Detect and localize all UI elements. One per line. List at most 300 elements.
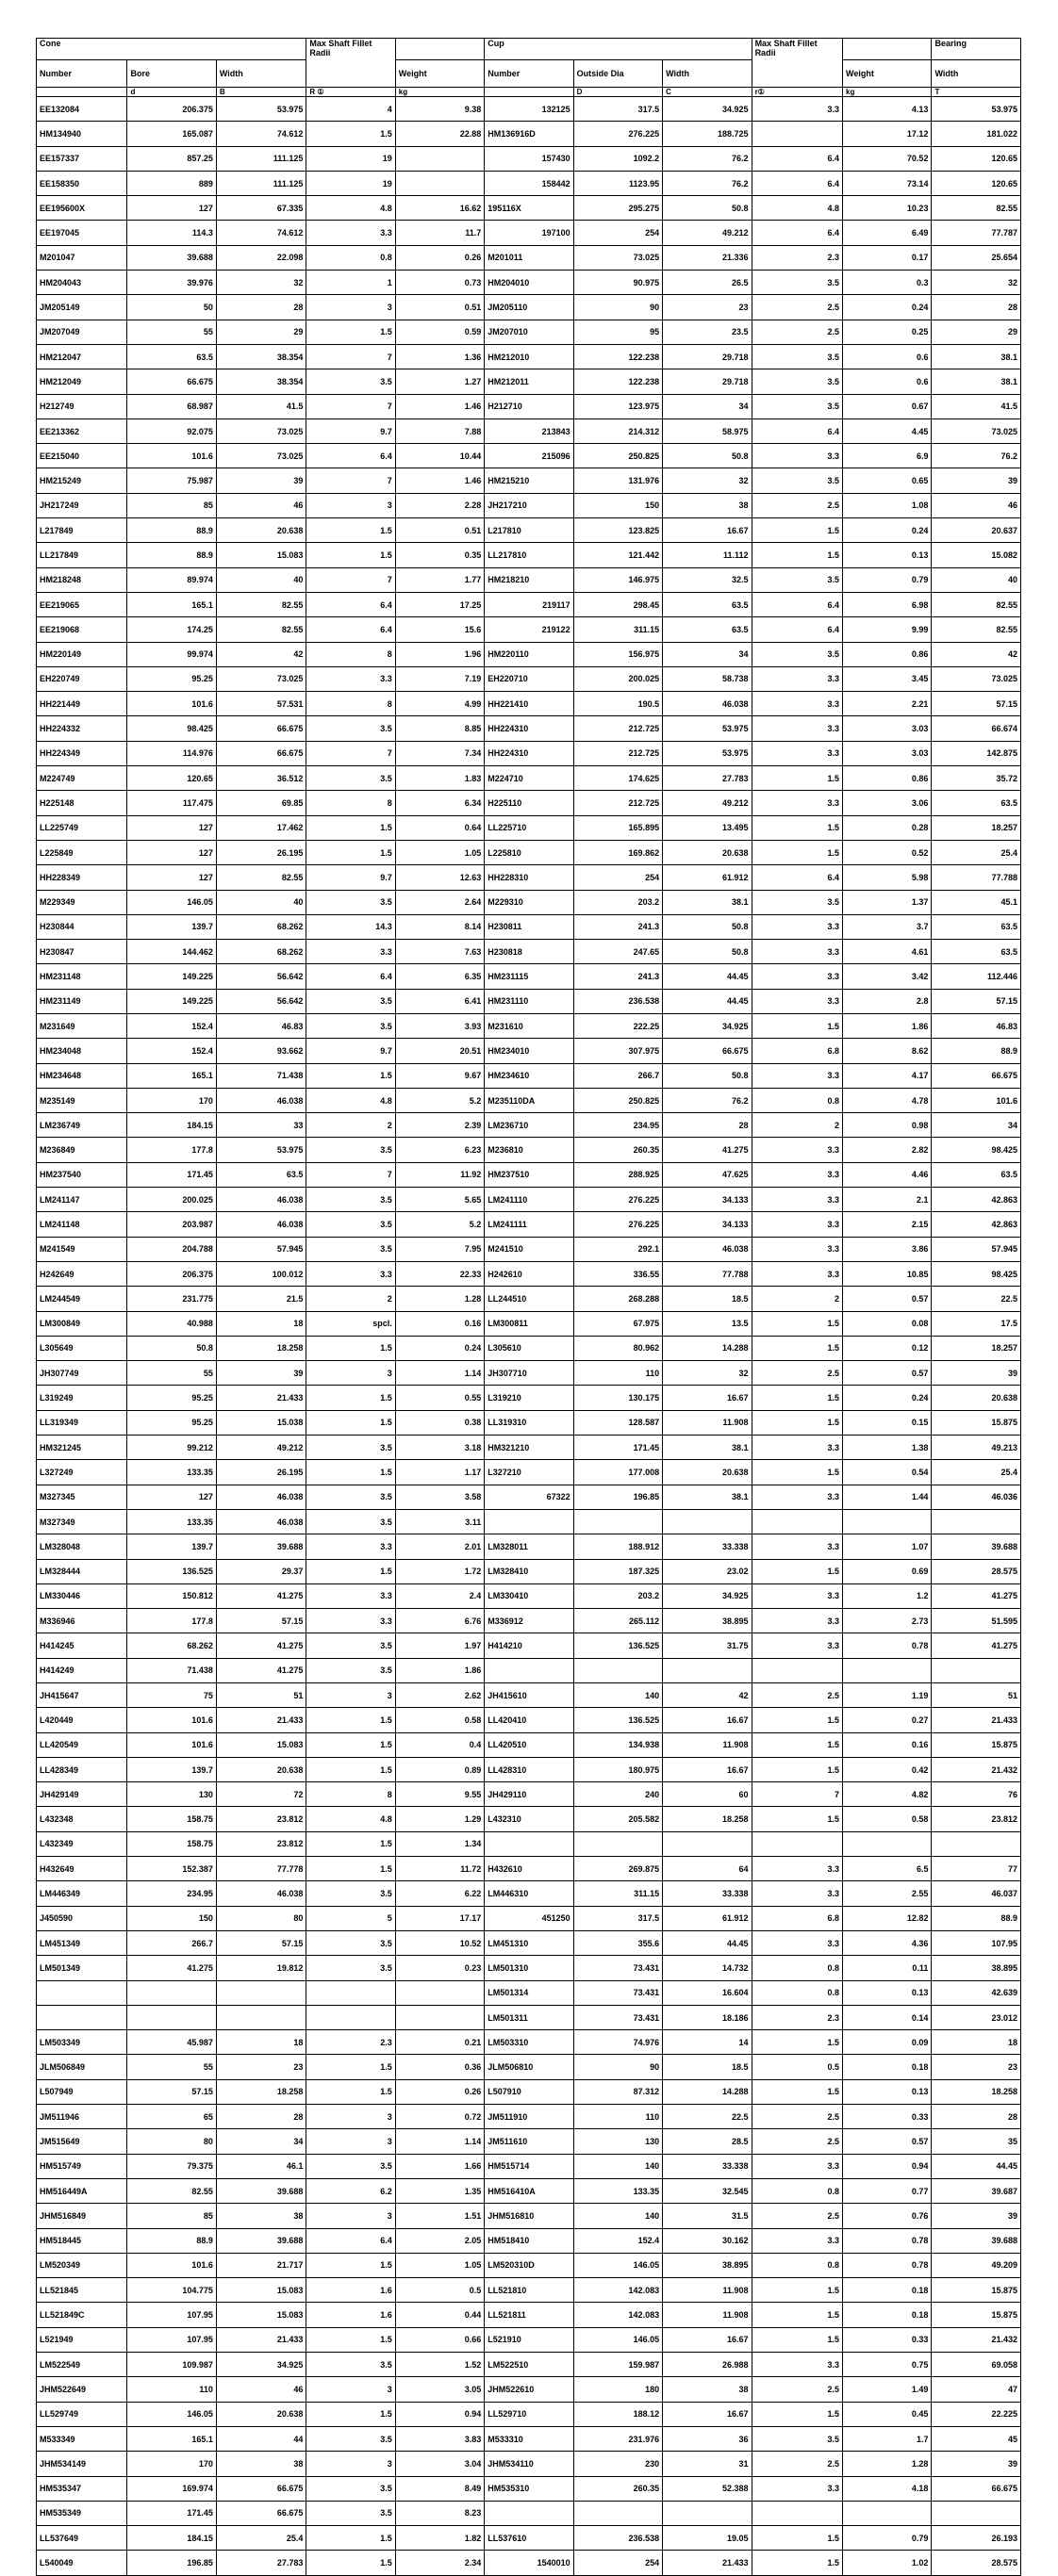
cone-width-cell: 40 <box>216 567 306 592</box>
cup-number-cell: L432310 <box>485 1807 573 1831</box>
cup-fillet-cell: 2 <box>752 1287 842 1311</box>
cup-weight-cell: 0.14 <box>843 2005 932 2029</box>
cone-fillet-cell: 3 <box>306 295 395 320</box>
cup-outside-dia-cell: 177.008 <box>573 1460 662 1485</box>
cone-bore-cell: 169.974 <box>127 2476 216 2501</box>
cone-weight-cell: 1.14 <box>395 1361 484 1386</box>
cone-number-cell: HM220149 <box>37 642 127 666</box>
cone-width-cell: 82.55 <box>216 617 306 642</box>
cone-fillet-cell: 3.5 <box>306 716 395 741</box>
cone-weight-cell: 6.22 <box>395 1881 484 1906</box>
cone-weight-cell: 1.46 <box>395 468 484 493</box>
cone-bore-cell: 45.987 <box>127 2030 216 2055</box>
cone-width-cell: 28 <box>216 295 306 320</box>
cone-weight-cell: 7.63 <box>395 940 484 964</box>
cup-outside-dia-cell: 265.112 <box>573 1609 662 1633</box>
cone-fillet-cell: 4.8 <box>306 196 395 221</box>
cup-number-header: Number <box>485 60 573 88</box>
cone-bore-cell: 146.05 <box>127 2402 216 2426</box>
cone-width-cell: 25.4 <box>216 2526 306 2551</box>
cup-fillet-cell: 1.5 <box>752 1559 842 1583</box>
cone-fillet-cell: 6.4 <box>306 2228 395 2253</box>
cup-fillet-cell: 6.4 <box>752 617 842 642</box>
cup-outside-dia-cell: 152.4 <box>573 2228 662 2253</box>
cup-weight-cell: 1.28 <box>843 2452 932 2476</box>
cone-number-cell: HM212047 <box>37 344 127 369</box>
cone-width-cell: 38 <box>216 2204 306 2228</box>
cup-fillet-cell: 1.5 <box>752 815 842 840</box>
cup-width-cell: 76.2 <box>663 1088 752 1112</box>
cone-fillet-cell: 4 <box>306 97 395 122</box>
cup-weight-cell: 0.57 <box>843 1361 932 1386</box>
cup-weight-cell: 0.09 <box>843 2030 932 2055</box>
table-row <box>37 1361 1021 1386</box>
bearing-width-cell: 42 <box>932 642 1021 666</box>
cup-fillet-cell: 3.3 <box>752 791 842 815</box>
cup-weight-cell: 1.38 <box>843 1436 932 1460</box>
cup-number-cell: H230818 <box>485 940 573 964</box>
cup-fillet-cell: 6.8 <box>752 1906 842 1930</box>
table-row <box>37 890 1021 914</box>
table-row <box>37 2105 1021 2129</box>
cone-number-cell: H230847 <box>37 940 127 964</box>
cone-number-cell: EE195600X <box>37 196 127 221</box>
table-row <box>37 518 1021 543</box>
bearing-table-container <box>36 38 1021 2568</box>
cup-width-cell: 34 <box>663 642 752 666</box>
cup-width-cell: 58.738 <box>663 666 752 691</box>
bearing-width-cell: 46 <box>932 493 1021 517</box>
cup-width-cell: 61.912 <box>663 1906 752 1930</box>
cone-number-cell: L507949 <box>37 2079 127 2104</box>
cup-number-cell: L507910 <box>485 2079 573 2104</box>
cone-width-cell: 46.038 <box>216 1088 306 1112</box>
table-row <box>37 2402 1021 2426</box>
cone-bore-cell: 139.7 <box>127 1757 216 1781</box>
cone-bore-cell: 234.95 <box>127 1881 216 1906</box>
cone-weight-cell <box>395 171 484 195</box>
cup-number-cell: JM205110 <box>485 295 573 320</box>
cup-number-cell: LM241111 <box>485 1212 573 1237</box>
cone-width-cell: 82.55 <box>216 592 306 616</box>
cup-weight-cell: 0.79 <box>843 567 932 592</box>
cup-fillet-cell: 1.5 <box>752 2526 842 2551</box>
cone-fillet-cell: 1.6 <box>306 2303 395 2327</box>
cone-fillet-cell: 1.5 <box>306 1831 395 1856</box>
cone-weight-cell: 7.19 <box>395 666 484 691</box>
cone-number-cell <box>37 1980 127 2005</box>
table-row <box>37 97 1021 122</box>
cup-number-cell: HM204010 <box>485 271 573 295</box>
cone-number-cell: J450590 <box>37 1906 127 1930</box>
cup-number-cell: HM212010 <box>485 344 573 369</box>
cone-fillet-cell: 6.2 <box>306 2178 395 2203</box>
cone-bore-symbol: d <box>127 88 216 97</box>
table-row <box>37 221 1021 245</box>
table-row <box>37 493 1021 517</box>
table-row <box>37 865 1021 890</box>
cone-fillet-cell: 1.5 <box>306 1336 395 1360</box>
cup-number-cell: HM231115 <box>485 964 573 989</box>
cone-fillet-cell: 3.3 <box>306 221 395 245</box>
cone-bore-cell: 170 <box>127 2452 216 2476</box>
cup-width-cell: 38.1 <box>663 1436 752 1460</box>
cup-weight-cell: 10.85 <box>843 1261 932 1286</box>
cup-fillet-cell: 2.5 <box>752 2105 842 2129</box>
cone-number-cell: HM215249 <box>37 468 127 493</box>
cone-fillet-cell: 3.3 <box>306 1609 395 1633</box>
cup-fillet-cell: 3.3 <box>752 97 842 122</box>
cone-number-cell: LM300849 <box>37 1311 127 1336</box>
cup-width-cell: 16.67 <box>663 1386 752 1410</box>
cone-bore-cell: 50.8 <box>127 1336 216 1360</box>
cone-fillet-cell: 3.5 <box>306 1633 395 1658</box>
cup-weight-cell: 0.12 <box>843 1336 932 1360</box>
cup-width-cell <box>663 1658 752 1682</box>
cone-width-cell: 66.675 <box>216 2501 306 2525</box>
cup-outside-dia-cell: 110 <box>573 2105 662 2129</box>
cone-number-cell: LL319349 <box>37 1410 127 1435</box>
cup-number-cell: LM241110 <box>485 1188 573 1212</box>
cone-width-cell: 57.945 <box>216 1237 306 1261</box>
cup-outside-dia-cell: 140 <box>573 2154 662 2178</box>
cone-bore-cell: 171.45 <box>127 2501 216 2525</box>
cup-weight-cell: 5.98 <box>843 865 932 890</box>
cup-number-cell: LM446310 <box>485 1881 573 1906</box>
cup-fillet-cell: 1.5 <box>752 2402 842 2426</box>
cone-bore-cell: 82.55 <box>127 2178 216 2203</box>
bearing-width-cell: 46.037 <box>932 1881 1021 1906</box>
cone-bore-cell: 68.262 <box>127 1633 216 1658</box>
cone-weight-cell: 1.86 <box>395 1658 484 1682</box>
cup-width-cell: 11.112 <box>663 543 752 567</box>
cone-bore-cell: 139.7 <box>127 914 216 939</box>
cone-bore-cell: 85 <box>127 2204 216 2228</box>
cup-weight-cell <box>843 1509 932 1534</box>
cup-fillet-cell: 1.5 <box>752 1336 842 1360</box>
cup-width-cell: 26.988 <box>663 2353 752 2377</box>
table-row <box>37 1088 1021 1112</box>
cone-number-cell: LM520349 <box>37 2253 127 2277</box>
cup-width-cell: 20.638 <box>663 840 752 864</box>
cup-width-cell: 46.038 <box>663 1237 752 1261</box>
cone-weight-cell: 8.49 <box>395 2476 484 2501</box>
cup-outside-dia-cell: 142.083 <box>573 2303 662 2327</box>
cup-width-cell: 38.1 <box>663 1485 752 1509</box>
cone-fillet-cell: spcl. <box>306 1311 395 1336</box>
cone-number-cell: EE215040 <box>37 444 127 468</box>
cup-width-cell: 49.212 <box>663 221 752 245</box>
cone-weight-cell: 0.58 <box>395 1708 484 1732</box>
cup-fillet-cell: 2.5 <box>752 295 842 320</box>
table-row <box>37 840 1021 864</box>
cone-weight-cell: 1.66 <box>395 2154 484 2178</box>
cup-number-cell: 1540010 <box>485 2551 573 2575</box>
cone-fillet-cell <box>306 1980 395 2005</box>
cup-width-symbol: C <box>663 88 752 97</box>
cup-weight-cell: 1.37 <box>843 890 932 914</box>
cone-width-cell: 38 <box>216 2452 306 2476</box>
cup-weight-cell: 0.13 <box>843 543 932 567</box>
cone-fillet-cell: 9.7 <box>306 1039 395 1063</box>
cup-outside-dia-cell: 95 <box>573 320 662 344</box>
table-row <box>37 1930 1021 1955</box>
cone-bore-cell: 39.976 <box>127 271 216 295</box>
cup-fillet-cell: 1.5 <box>752 1410 842 1435</box>
cone-fillet-cell: 3 <box>306 1361 395 1386</box>
bearing-group-header: Bearing <box>932 39 1021 60</box>
cup-fillet-cell: 3.3 <box>752 666 842 691</box>
cone-number-unit <box>37 88 127 97</box>
bearing-width-cell: 15.875 <box>932 1732 1021 1757</box>
cone-weight-cell: 1.14 <box>395 2129 484 2154</box>
cup-weight-cell: 4.61 <box>843 940 932 964</box>
cup-weight-cell: 3.86 <box>843 1237 932 1261</box>
cone-number-cell: HM231148 <box>37 964 127 989</box>
cone-weight-cell: 0.35 <box>395 543 484 567</box>
cup-outside-dia-cell: 276.225 <box>573 122 662 146</box>
cup-width-cell: 18.5 <box>663 2055 752 2079</box>
cone-number-cell: L432348 <box>37 1807 127 1831</box>
cup-weight-cell: 2.55 <box>843 1881 932 1906</box>
cone-weight-cell: 0.21 <box>395 2030 484 2055</box>
cone-number-cell: L432349 <box>37 1831 127 1856</box>
cone-bore-cell: 184.15 <box>127 2526 216 2551</box>
cup-fillet-cell: 6.4 <box>752 221 842 245</box>
cup-number-cell: 197100 <box>485 221 573 245</box>
cup-fillet-cell: 1.5 <box>752 2551 842 2575</box>
cone-fillet-cell: 1.5 <box>306 1460 395 1485</box>
cup-weight-cell: 0.33 <box>843 2327 932 2352</box>
cone-width-cell: 46.038 <box>216 1212 306 1237</box>
cone-width-cell: 111.125 <box>216 146 306 171</box>
bearing-width-cell: 76.2 <box>932 444 1021 468</box>
table-row <box>37 1609 1021 1633</box>
cup-width-cell: 21.433 <box>663 2551 752 2575</box>
cone-weight-cell: 3.93 <box>395 1013 484 1038</box>
cone-width-cell: 80 <box>216 1906 306 1930</box>
cup-width-cell: 32.545 <box>663 2178 752 2203</box>
cone-fillet-cell: 6.4 <box>306 964 395 989</box>
cone-number-cell: H414249 <box>37 1658 127 1682</box>
cone-bore-cell: 95.25 <box>127 1386 216 1410</box>
cup-number-cell: HH224310 <box>485 716 573 741</box>
cup-width-cell: 76.2 <box>663 171 752 195</box>
table-row <box>37 2204 1021 2228</box>
cone-fillet-cell: 1.5 <box>306 2551 395 2575</box>
cone-fillet-header: Max Shaft Fillet Radii <box>306 39 395 88</box>
table-row <box>37 1683 1021 1708</box>
cone-fillet-cell: 3.5 <box>306 1013 395 1038</box>
table-row <box>37 716 1021 741</box>
cone-width-cell: 33 <box>216 1113 306 1138</box>
cone-width-cell: 18.258 <box>216 2079 306 2104</box>
cone-fillet-cell <box>306 2005 395 2029</box>
cup-number-cell: M201011 <box>485 245 573 270</box>
cone-bore-cell: 65 <box>127 2105 216 2129</box>
cone-width-cell: 21.433 <box>216 2327 306 2352</box>
cup-outside-dia-cell: 240 <box>573 1782 662 1807</box>
cone-weight-cell: 0.23 <box>395 1956 484 1980</box>
table-row <box>37 1237 1021 1261</box>
cone-bore-cell: 95.25 <box>127 1410 216 1435</box>
cup-weight-cell: 0.58 <box>843 1807 932 1831</box>
bearing-width-cell: 38.1 <box>932 369 1021 394</box>
table-row <box>37 1708 1021 1732</box>
cone-weight-cell: 0.51 <box>395 518 484 543</box>
cone-width-cell: 15.038 <box>216 1410 306 1435</box>
table-row <box>37 146 1021 171</box>
cone-number-cell: L540049 <box>37 2551 127 2575</box>
cup-weight-cell: 9.99 <box>843 617 932 642</box>
cone-width-cell: 46.038 <box>216 1881 306 1906</box>
bearing-width-cell: 39.688 <box>932 2228 1021 2253</box>
table-row <box>37 1063 1021 1088</box>
cone-bore-cell: 75.987 <box>127 468 216 493</box>
cup-number-cell: L319210 <box>485 1386 573 1410</box>
cone-width-cell: 27.783 <box>216 2551 306 2575</box>
cup-width-cell: 14.732 <box>663 1956 752 1980</box>
bearing-width-cell: 88.9 <box>932 1906 1021 1930</box>
cup-width-cell: 50.8 <box>663 196 752 221</box>
cone-bore-cell: 177.8 <box>127 1138 216 1162</box>
cup-fillet-cell: 1.5 <box>752 1460 842 1485</box>
cup-outside-dia-cell: 73.431 <box>573 2005 662 2029</box>
bearing-width-cell: 20.637 <box>932 518 1021 543</box>
cone-width-cell: 15.083 <box>216 2278 306 2303</box>
table-row <box>37 642 1021 666</box>
cup-fillet-cell: 3.3 <box>752 692 842 716</box>
cup-number-cell: 157430 <box>485 146 573 171</box>
cone-weight-cell: 1.83 <box>395 766 484 791</box>
table-row <box>37 1212 1021 1237</box>
cup-width-cell: 32.5 <box>663 567 752 592</box>
cup-number-cell: JM511910 <box>485 2105 573 2129</box>
cone-bore-cell: 107.95 <box>127 2303 216 2327</box>
cone-fillet-cell: 1.5 <box>306 2526 395 2551</box>
cup-outside-dia-cell: 130.175 <box>573 1386 662 1410</box>
cup-outside-dia-cell: 140 <box>573 1683 662 1708</box>
cup-number-cell: HH228310 <box>485 865 573 890</box>
cup-number-cell: LL420410 <box>485 1708 573 1732</box>
table-row <box>37 1113 1021 1138</box>
table-row <box>37 1534 1021 1559</box>
cone-number-cell: EE213362 <box>37 418 127 443</box>
cup-fillet-cell: 0.8 <box>752 1956 842 1980</box>
cup-width-cell: 38.895 <box>663 1609 752 1633</box>
bearing-width-cell: 15.875 <box>932 1410 1021 1435</box>
cup-fillet-cell: 3.5 <box>752 642 842 666</box>
bearing-width-cell: 39.687 <box>932 2178 1021 2203</box>
cone-number-cell: JHM522649 <box>37 2377 127 2402</box>
cup-outside-dia-cell: 355.6 <box>573 1930 662 1955</box>
cone-bore-cell: 127 <box>127 815 216 840</box>
cone-weight-cell: 17.25 <box>395 592 484 616</box>
cup-outside-dia-cell: 156.975 <box>573 642 662 666</box>
cone-bore-cell: 71.438 <box>127 1658 216 1682</box>
cup-width-cell: 50.8 <box>663 1063 752 1088</box>
table-row <box>37 2353 1021 2377</box>
table-row <box>37 271 1021 295</box>
cup-fillet-cell: 2 <box>752 1113 842 1138</box>
cone-weight-cell: 5.2 <box>395 1088 484 1112</box>
cone-number-cell: L217849 <box>37 518 127 543</box>
cup-weight-cell: 0.77 <box>843 2178 932 2203</box>
cup-fillet-cell: 2.5 <box>752 2204 842 2228</box>
cup-width-cell: 27.783 <box>663 766 752 791</box>
cone-width-cell: 57.15 <box>216 1930 306 1955</box>
cone-bore-cell: 231.775 <box>127 1287 216 1311</box>
cup-outside-dia-cell: 159.987 <box>573 2353 662 2377</box>
cup-fillet-cell: 3.3 <box>752 2353 842 2377</box>
cone-number-cell: LL420549 <box>37 1732 127 1757</box>
cup-outside-dia-cell: 222.25 <box>573 1013 662 1038</box>
cone-fillet-cell: 1.6 <box>306 2278 395 2303</box>
table-row <box>37 1633 1021 1658</box>
table-row <box>37 1162 1021 1187</box>
cup-outside-dia-cell: 236.538 <box>573 2526 662 2551</box>
cup-number-cell: HM234610 <box>485 1063 573 1088</box>
table-row <box>37 2178 1021 2203</box>
cup-width-cell: 60 <box>663 1782 752 1807</box>
bearing-width-cell: 76 <box>932 1782 1021 1807</box>
bearing-width-cell: 77.788 <box>932 865 1021 890</box>
bearing-width-cell: 44.45 <box>932 2154 1021 2178</box>
cup-weight-cell: 0.94 <box>843 2154 932 2178</box>
cone-number-cell: L305649 <box>37 1336 127 1360</box>
bearing-width-cell: 22.5 <box>932 1287 1021 1311</box>
bearing-width-cell: 69.058 <box>932 2353 1021 2377</box>
cup-number-cell: HM212011 <box>485 369 573 394</box>
cone-bore-cell: 152.387 <box>127 1857 216 1881</box>
cup-weight-cell: 0.79 <box>843 2526 932 2551</box>
bearing-width-cell: 82.55 <box>932 592 1021 616</box>
cup-number-cell: HM218210 <box>485 567 573 592</box>
cone-number-cell: JH307749 <box>37 1361 127 1386</box>
cone-fillet-cell: 3 <box>306 2105 395 2129</box>
cone-weight-cell: 6.35 <box>395 964 484 989</box>
cup-number-cell: JH415610 <box>485 1683 573 1708</box>
cup-width-cell: 50.8 <box>663 444 752 468</box>
cup-weight-cell: 6.98 <box>843 592 932 616</box>
cup-width-cell: 53.975 <box>663 716 752 741</box>
cup-weight-cell: 2.82 <box>843 1138 932 1162</box>
cup-width-cell: 41.275 <box>663 1138 752 1162</box>
cone-fillet-cell: 1.5 <box>306 2055 395 2079</box>
cone-weight-cell <box>395 146 484 171</box>
cup-weight-cell: 4.46 <box>843 1162 932 1187</box>
cone-fillet-cell: 1.5 <box>306 1732 395 1757</box>
cup-outside-dia-cell: 134.938 <box>573 1732 662 1757</box>
cone-fillet-cell: 1.5 <box>306 1410 395 1435</box>
cup-outside-dia-cell: 122.238 <box>573 344 662 369</box>
cone-width-cell: 39 <box>216 468 306 493</box>
cup-fillet-cell: 6.4 <box>752 592 842 616</box>
cup-outside-dia-cell: 254 <box>573 2551 662 2575</box>
cone-number-cell: H230844 <box>37 914 127 939</box>
cup-weight-cell: 3.7 <box>843 914 932 939</box>
cone-weight-cell: 22.88 <box>395 122 484 146</box>
cone-number-cell: M231649 <box>37 1013 127 1038</box>
cone-number-cell: LM503349 <box>37 2030 127 2055</box>
bearing-width-cell: 18.258 <box>932 2079 1021 2104</box>
cup-outside-dia-cell: 234.95 <box>573 1113 662 1138</box>
cup-fillet-cell: 3.3 <box>752 1138 842 1162</box>
cup-fillet-cell: 3.3 <box>752 2476 842 2501</box>
cone-bore-cell: 41.275 <box>127 1956 216 1980</box>
cup-fillet-cell: 1.5 <box>752 543 842 567</box>
cup-weight-cell: 2.73 <box>843 1609 932 1633</box>
